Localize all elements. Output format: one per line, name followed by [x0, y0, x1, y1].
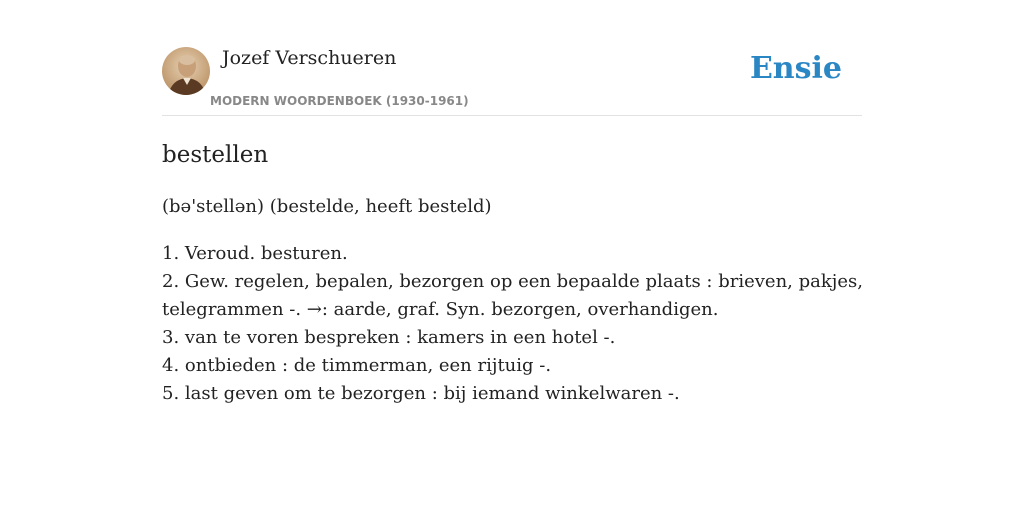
- sense-line: 3. van te voren bespreken : kamers in een hotel -.: [162, 327, 616, 348]
- sense-line: 2. Gew. regelen, bepalen, bezorgen op een bepaalde plaats : brieven, pakjes,: [162, 271, 863, 292]
- sense-line: 4. ontbieden : de timmerman, een rijtuig -.: [162, 355, 552, 376]
- sense-line: telegrammen -. →: aarde, graf. Syn. bezorgen, overhandigen.: [162, 299, 719, 320]
- ensie-logo[interactable]: Ensie: [749, 51, 842, 86]
- author-name[interactable]: Jozef Verschueren: [222, 47, 397, 69]
- entry-pronunciation: (bə'stellən) (bestelde, heeft besteld): [162, 196, 492, 217]
- dictionary-source: MODERN WOORDENBOEK (1930-1961): [210, 94, 469, 108]
- sense-line: 5. last geven om te bezorgen : bij iemand winkelwaren -.: [162, 383, 680, 404]
- sense-line: 1. Veroud. besturen.: [162, 243, 348, 264]
- author-avatar[interactable]: [162, 47, 210, 95]
- entry-senses: [162, 240, 862, 408]
- author-portrait-image: [162, 47, 210, 95]
- header-divider: [162, 115, 862, 116]
- entry-headword: bestellen: [162, 142, 269, 168]
